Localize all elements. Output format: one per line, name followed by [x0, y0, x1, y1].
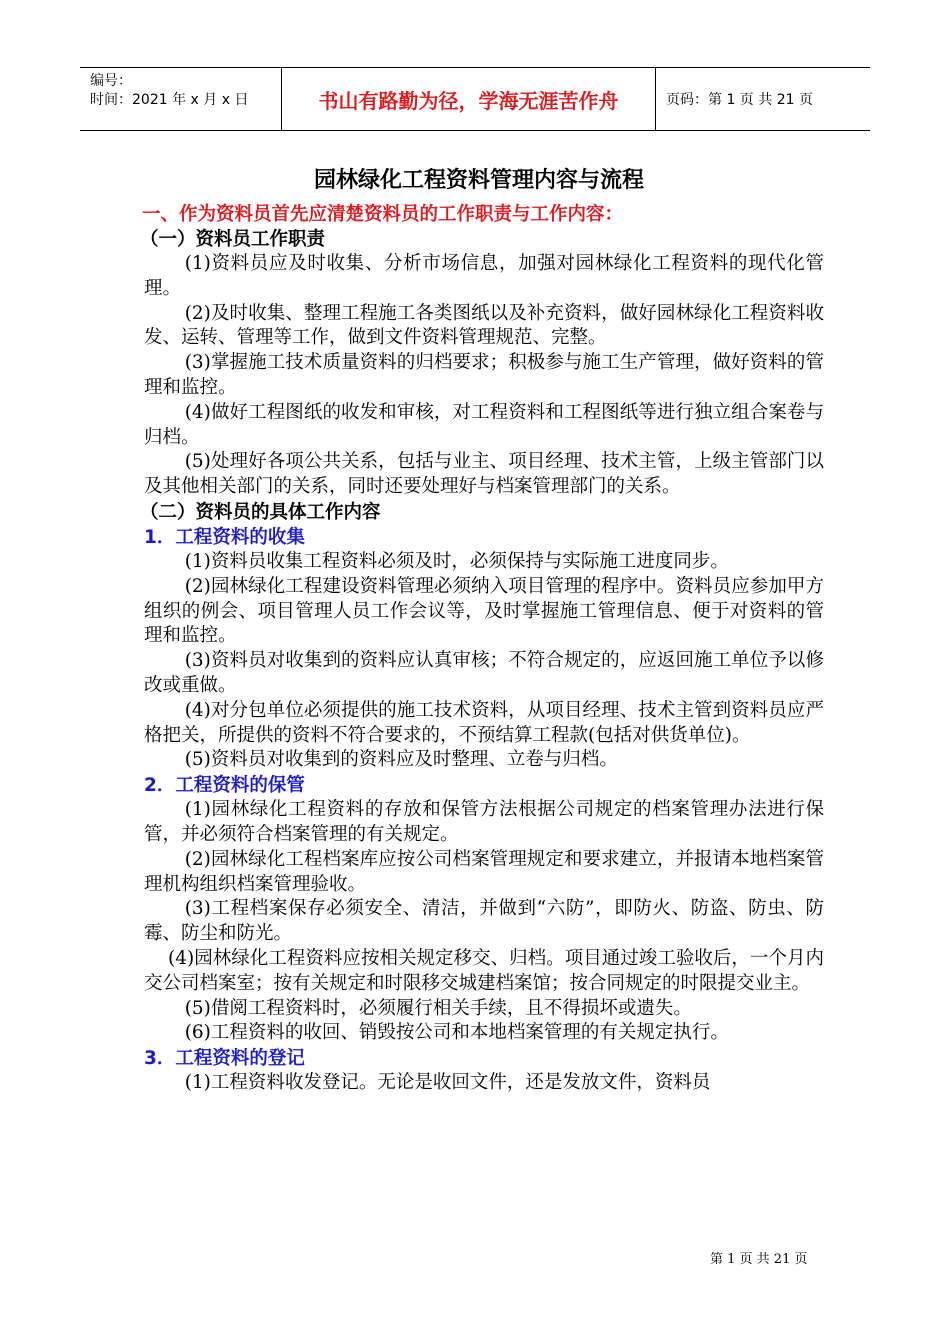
header-page-info: 页码：第 1 页 共 21 页 — [666, 92, 813, 108]
paragraph: (2)园林绿化工程建设资料管理必须纳入项目管理的程序中。资料员应参加甲方组织的例会、项目管理人员工作会议等，及时掌握施工管理信息、便于对资料的管理和监控。 — [144, 575, 824, 647]
paragraph: (2)园林绿化工程档案库应按公司档案管理规定和要求建立，并报请本地档案管理机构组织档案管理验收。 — [144, 848, 824, 895]
header-meta-cell — [80, 68, 282, 130]
paragraph: (4)园林绿化工程资料应按相关规定移交、归档。项目通过竣工验收后，一个月内交公司档案室；按有关规定和时限移交城建档案馆；按合同规定的时限提交业主。 — [144, 947, 824, 994]
paragraph: (3)资料员对收集到的资料应认真审核；不符合规定的，应返回施工单位予以修改或重做。 — [144, 650, 824, 696]
heading-register: 3．工程资料的登记 — [144, 1048, 305, 1070]
paragraph: (4)对分包单位必须提供的施工技术资料，从项目经理、技术主管到资料员应严格把关，所提供的资料不符合要求的，不预结算工程款(包括对供货单位)。 — [144, 699, 824, 746]
paragraph: (3)工程档案保存必须安全、清洁，并做到“六防”，即防火、防盗、防虫、防霉、防尘和防光。 — [144, 898, 824, 945]
time-label: 时间：2021 年 x 月 x 日 — [90, 92, 249, 108]
subsection-heading-duties: （一）资料员工作职责 — [140, 229, 326, 250]
paragraph: (3)掌握施工技术质量资料的归档要求；积极参与施工生产管理，做好资料的管理和监控。 — [144, 352, 824, 398]
document-body — [140, 160, 824, 1096]
paragraph: (5)处理好各项公共关系，包括与业主、项目经理、技术主管，上级主管部门以及其他相关部门的关系，同时还要处理好与档案管理部门的关系。 — [144, 451, 824, 498]
paragraph: (1)资料员应及时收集、分析市场信息，加强对园林绿化工程资料的现代化管理。 — [144, 253, 824, 299]
header-table — [80, 67, 870, 131]
paragraph: (5)资料员对收集到的资料应及时整理、立卷与归档。 — [184, 749, 618, 771]
subsection-heading-work: （二）资料员的具体工作内容 — [140, 501, 381, 523]
paragraph: (1)资料员收集工程资料必须及时，必须保持与实际施工进度同步。 — [184, 550, 729, 572]
paragraph: (1)工程资料收发登记。无论是收回文件，还是发放文件，资料员 — [184, 1072, 711, 1094]
page-footer: 第 1 页 共 21 页 — [710, 1252, 808, 1267]
paragraph: (2)及时收集、整理工程施工各类图纸以及补充资料，做好园林绿化工程资料收发、运转、管理等工作，做到文件资料管理规范、完整。 — [144, 302, 824, 349]
number-label: 编号： — [90, 73, 132, 89]
paragraph: (6)工程资料的收回、销毁按公司和本地档案管理的有关规定执行。 — [184, 1022, 729, 1044]
heading-keep: 2．工程资料的保管 — [144, 775, 305, 797]
document-title: 园林绿化工程资料管理内容与流程 — [313, 168, 644, 193]
motto: 书山有路勤为径，学海无涯苦作舟 — [282, 68, 656, 130]
paragraph: (1)园林绿化工程资料的存放和保管方法根据公司规定的档案管理办法进行保管，并必须符合档案管理的有关规定。 — [144, 799, 824, 845]
paragraph: (4)做好工程图纸的收发和审核，对工程资料和工程图纸等进行独立组合案卷与归档。 — [144, 401, 824, 448]
paragraph: (5)借阅工程资料时，必须履行相关手续，且不得损坏或遗失。 — [184, 997, 692, 1019]
section-heading-1: 一、作为资料员首先应清楚资料员的工作职责与工作内容： — [142, 204, 624, 225]
heading-collect: 1．工程资料的收集 — [144, 526, 305, 548]
